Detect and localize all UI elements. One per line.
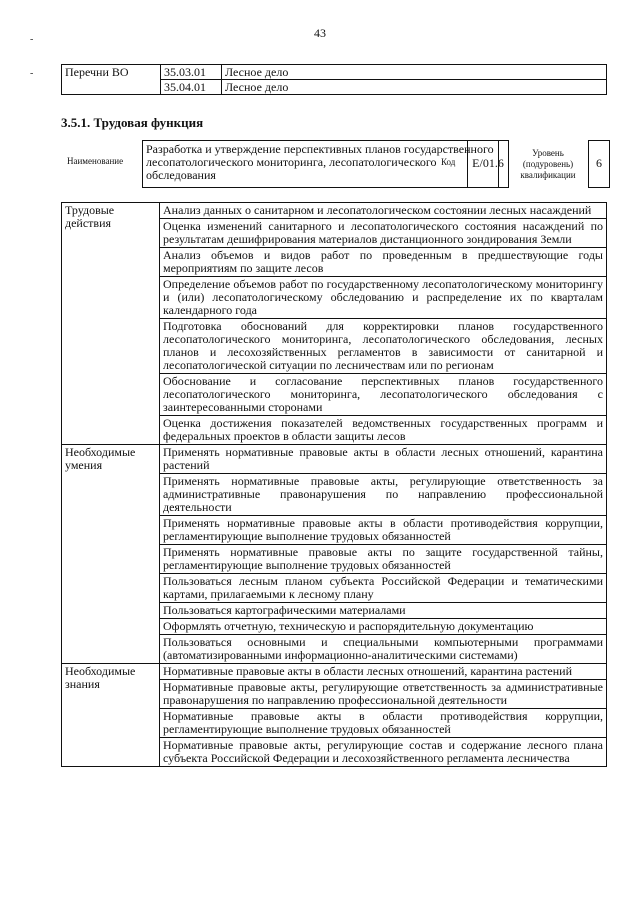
item-text: Пользоваться лесным планом субъекта Российской Федерации и тематическими картами, прилагаемыми к лесному плану <box>160 574 607 603</box>
function-name: Разработка и утверждение перспективных планов государственного лесопатологического мониторинга, лесопатологического обследования <box>142 140 499 188</box>
item-text: Оценка изменений санитарного и лесопатологического состояния насаждений по результатам дешифрирования материалов дистанционного зондирования Земли <box>160 219 607 248</box>
table-row <box>62 445 607 474</box>
item-text: Нормативные правовые акты, регулирующие состав и содержание лесного плана субъекта Российской Федерации и лесохозяйственного регламента лесничества <box>160 738 607 767</box>
item-text: Пользоваться основными и специальными компьютерными программами (автоматизированными информационно-аналитическими системами) <box>160 635 607 664</box>
vo-name: Лесное дело <box>222 80 607 95</box>
vo-table <box>61 64 607 95</box>
code-label: Код <box>441 157 456 167</box>
section-title: 3.5.1. Трудовая функция <box>61 115 204 130</box>
vo-code: 35.04.01 <box>161 80 222 95</box>
item-text: Применять нормативные правовые акты по защите государственной тайны, регламентирующие выполнение трудовых обязанностей <box>160 545 607 574</box>
item-text: Оценка достижения показателей ведомственных государственных программ и федеральных проектов в области защиты лесов <box>160 416 607 445</box>
function-header <box>61 140 613 190</box>
item-text: Определение объемов работ по государственному лесопатологическому мониторингу и (или) лесопатологическому обследованию и распределение их по кварталам календарного года <box>160 277 607 319</box>
item-text: Применять нормативные правовые акты, регулирующие ответственность за административные правонарушения по направлению профессиональной деятельности <box>160 474 607 516</box>
item-text: Оформлять отчетную, техническую и распорядительную документацию <box>160 619 607 635</box>
scan-mark: - <box>30 34 34 45</box>
item-text: Подготовка обоснований для корректировки планов государственного лесопатологического мониторинга, лесопатологического обследования, лесных планов и лесохозяйственных регламентов в зависимости от санитарной и лесопатологической ситуации по лесничествам или по регионам <box>160 319 607 374</box>
item-text: Нормативные правовые акты в области противодействия коррупции, регламентирующие выполнение трудовых обязанностей <box>160 709 607 738</box>
item-text: Пользоваться картографическими материалами <box>160 603 607 619</box>
vo-code: 35.03.01 <box>161 65 222 80</box>
table-row <box>62 65 607 80</box>
item-text: Применять нормативные правовые акты в области противодействия коррупции, регламентирующие выполнение трудовых обязанностей <box>160 516 607 545</box>
section-label: Необходимые умения <box>62 445 160 664</box>
function-table <box>61 202 607 767</box>
table-row <box>62 664 607 680</box>
table-row <box>62 203 607 219</box>
level-label-line: квалификации <box>520 170 576 180</box>
name-label: Наименование <box>67 156 124 166</box>
function-code: E/01.6 <box>467 140 509 188</box>
level-label-line: Уровень <box>532 148 564 158</box>
section-label: Трудовые действия <box>62 203 160 445</box>
level-label-line: (подуровень) <box>522 159 574 169</box>
vo-name: Лесное дело <box>222 65 607 80</box>
scan-mark: - <box>30 68 34 79</box>
level-label <box>513 148 583 181</box>
item-text: Анализ данных о санитарном и лесопатологическом состоянии лесных насаждений <box>160 203 607 219</box>
page-number: 43 <box>314 26 326 40</box>
item-text: Анализ объемов и видов работ по проведенным в предшествующие годы мероприятиям по защите лесов <box>160 248 607 277</box>
item-text: Применять нормативные правовые акты в области лесных отношений, карантина растений <box>160 445 607 474</box>
item-text: Нормативные правовые акты, регулирующие ответственность за административные правонарушения по направлению профессиональной деятельности <box>160 680 607 709</box>
level-value: 6 <box>588 140 610 188</box>
section-label: Необходимые знания <box>62 664 160 767</box>
vo-label: Перечни ВО <box>62 65 161 95</box>
item-text: Нормативные правовые акты в области лесных отношений, карантина растений <box>160 664 607 680</box>
item-text: Обоснование и согласование перспективных планов государственного лесопатологического мониторинга, лесопатологического обследования с заинтересованными сторонами <box>160 374 607 416</box>
